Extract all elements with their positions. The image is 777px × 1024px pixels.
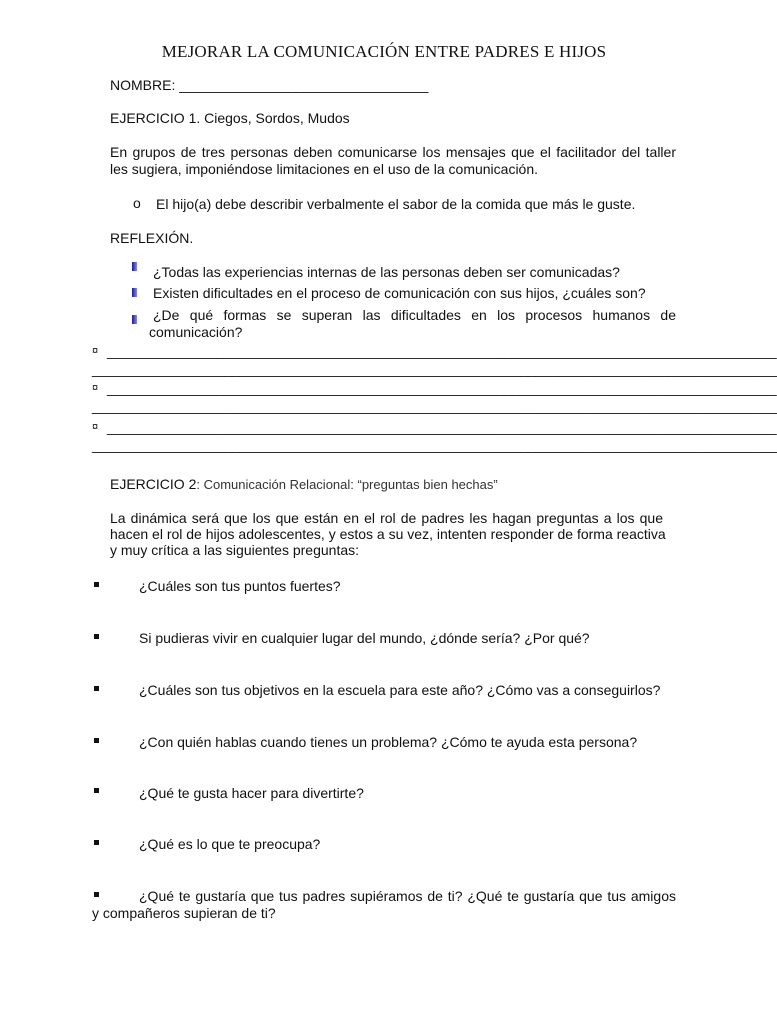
question-item: ¿Cuáles son tus objetivos en la escuela para este año? ¿Cómo vas a conseguirlos?: [139, 682, 661, 698]
reflection-question-3-line1: ¿De qué formas se superan las dificultades en los procesos humanos de: [153, 307, 676, 323]
answer-line: ________________________________________________________________________________________: [92, 398, 777, 414]
question-item: ¿Con quién hablas cuando tienes un problema? ¿Cómo te ayuda esta persona?: [139, 734, 638, 750]
black-square-bullet-icon: [94, 634, 99, 639]
answer-line: ______________________________________________________________________________________: [107, 343, 777, 359]
black-square-bullet-icon: [94, 788, 99, 793]
question-item: ¿Qué es lo que te preocupa?: [139, 836, 321, 852]
reflection-question-3-line2: comunicación?: [149, 324, 243, 340]
black-square-bullet-icon: [94, 738, 99, 743]
black-square-bullet-icon: [94, 892, 99, 897]
answer-line: ________________________________________________________________________________________: [92, 361, 777, 377]
black-square-bullet-icon: [94, 840, 99, 845]
answer-marker-icon: ¤: [92, 345, 99, 357]
question-item: ¿Qué te gusta hacer para divertirte?: [139, 785, 364, 801]
answer-line: ________________________________________________________________________________________: [92, 437, 777, 453]
answer-marker-icon: ¤: [92, 421, 99, 433]
question-item: Si pudieras vivir en cualquier lugar del mundo, ¿dónde sería? ¿Por qué?: [139, 630, 590, 646]
page-title: MEJORAR LA COMUNICACIÓN ENTRE PADRES E HIJOS: [161, 42, 607, 61]
reflection-question-1: ¿Todas las experiencias internas de las personas deben ser comunicadas?: [153, 264, 620, 280]
answer-marker-icon: ¤: [92, 382, 99, 394]
exercise1-instructions-line2: les sugiera, imponiéndose limitaciones en el uso de la comunicación.: [110, 161, 539, 177]
name-field-line: NOMBRE: ________________________________: [110, 77, 429, 93]
exercise2-intro-line1: La dinámica será que los que están en el rol de padres les hagan preguntas a los que: [110, 510, 663, 526]
exercise2-heading-suffix: : Comunicación Relacional: “preguntas bien hechas”: [196, 477, 498, 492]
exercise2-heading: [110, 476, 498, 492]
answer-line: ______________________________________________________________________________________: [107, 380, 777, 396]
black-square-bullet-icon: [94, 686, 99, 691]
square-bullet-icon: [132, 288, 137, 297]
exercise2-heading-prefix: EJERCICIO 2: [110, 476, 197, 492]
exercise1-heading: EJERCICIO 1. Ciegos, Sordos, Mudos: [110, 110, 350, 126]
answer-line: ______________________________________________________________________________________: [107, 419, 777, 435]
question-item: ¿Cuáles son tus puntos fuertes?: [139, 578, 341, 594]
circle-bullet-icon: o: [133, 195, 141, 211]
reflection-heading: REFLEXIÓN.: [110, 230, 194, 246]
reflection-question-2: Existen dificultades en el proceso de comunicación con sus hijos, ¿cuáles son?: [153, 285, 646, 301]
question-item: ¿Qué te gustaría que tus padres supiéramos de ti? ¿Qué te gustaría que tus amigos: [139, 888, 676, 904]
question-item-continuation: y compañeros supieran de ti?: [92, 905, 276, 921]
exercise2-intro-line3: y muy crítica a las siguientes preguntas:: [110, 542, 360, 558]
exercise2-intro-line2: hacen el rol de hijos adolescentes, y estos a su vez, intenten responder de forma reactiva: [110, 526, 666, 542]
exercise1-instructions-line1: En grupos de tres personas deben comunicarse los mensajes que el facilitador del taller: [110, 144, 676, 160]
square-bullet-icon: [132, 315, 137, 324]
square-bullet-icon: [132, 262, 137, 271]
black-square-bullet-icon: [94, 582, 99, 587]
exercise1-task: El hijo(a) debe describir verbalmente el sabor de la comida que más le guste.: [156, 196, 636, 212]
